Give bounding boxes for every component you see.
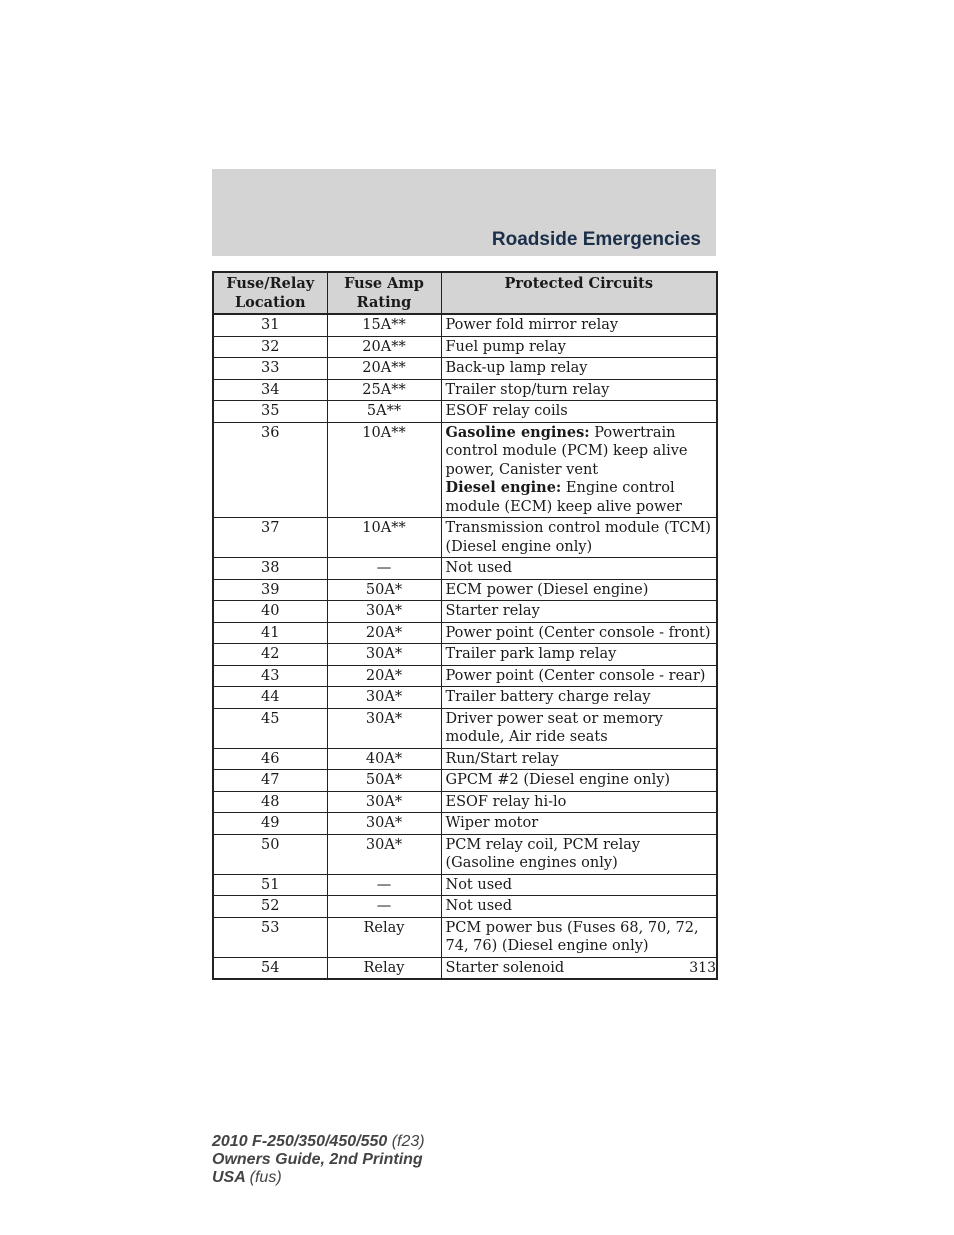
fuse-location-cell: 53 — [213, 917, 327, 957]
fuse-rating-cell: Relay — [327, 917, 441, 957]
column-header-rating: Fuse Amp Rating — [327, 272, 441, 314]
fuse-rating-cell: 20A** — [327, 358, 441, 380]
fuse-rating-cell: — — [327, 558, 441, 580]
section-header — [212, 169, 716, 256]
circuit-entry — [446, 814, 713, 833]
circuit-text: Fuel pump relay — [445, 338, 566, 355]
circuit-entry — [446, 897, 713, 916]
table-row — [213, 579, 717, 601]
circuit-text: Starter solenoid — [445, 959, 565, 976]
circuit-text: Power point (Center console - rear) — [445, 667, 706, 684]
fuse-rating-cell: 5A** — [327, 401, 441, 423]
fuse-rating-cell: 20A** — [327, 336, 441, 358]
table-row — [213, 401, 717, 423]
fuse-rating-cell: 20A* — [327, 622, 441, 644]
protected-circuits-cell — [441, 665, 717, 687]
footer-model: 2010 F-250/350/450/550 — [212, 1133, 388, 1150]
table-row — [213, 896, 717, 918]
circuit-entry — [446, 959, 713, 978]
protected-circuits-cell — [441, 558, 717, 580]
circuit-text: PCM power bus (Fuses 68, 70, 72, 74, 76) (Diesel engine only) — [445, 919, 699, 954]
table-row — [213, 874, 717, 896]
circuit-text: Not used — [445, 560, 512, 576]
fuse-location-cell: 34 — [213, 379, 327, 401]
table-row — [213, 708, 717, 748]
fuse-rating-cell: 30A* — [327, 644, 441, 666]
fuse-rating-cell: 30A* — [327, 813, 441, 835]
table-body — [213, 314, 717, 979]
footer-region: USA — [212, 1169, 246, 1186]
circuit-text: Powertrain control module (PCM) keep alive power, Canister vent — [445, 424, 688, 478]
fuse-location-cell: 41 — [213, 622, 327, 644]
fuse-location-cell: 36 — [213, 422, 327, 518]
fuse-rating-cell: 15A** — [327, 314, 441, 336]
fuse-rating-cell: 50A* — [327, 579, 441, 601]
circuit-text: Trailer park lamp relay — [445, 646, 617, 662]
circuit-entry — [446, 645, 713, 664]
protected-circuits-cell — [441, 687, 717, 709]
protected-circuits-cell — [441, 579, 717, 601]
circuit-text: ECM power (Diesel engine) — [445, 581, 649, 598]
fuse-location-cell: 47 — [213, 770, 327, 792]
table-row — [213, 314, 717, 336]
circuit-entry — [446, 771, 713, 790]
column-header-circuits: Protected Circuits — [441, 272, 717, 314]
fuse-location-cell: 42 — [213, 644, 327, 666]
circuit-entry — [446, 688, 713, 707]
fuse-location-cell: 50 — [213, 834, 327, 874]
fuse-location-cell: 31 — [213, 314, 327, 336]
fuse-rating-cell: 30A* — [327, 708, 441, 748]
protected-circuits-cell — [441, 601, 717, 623]
protected-circuits-cell — [441, 957, 717, 979]
circuit-text: Back-up lamp relay — [445, 360, 588, 376]
circuit-text: Starter relay — [445, 603, 540, 619]
table-row — [213, 358, 717, 380]
protected-circuits-cell — [441, 874, 717, 896]
circuit-text: Wiper motor — [445, 815, 539, 831]
circuit-entry — [446, 602, 713, 621]
table-row — [213, 834, 717, 874]
fuse-rating-cell: 25A** — [327, 379, 441, 401]
circuit-text: PCM relay coil, PCM relay (Gasoline engines only) — [445, 836, 641, 871]
circuit-entry — [446, 359, 713, 378]
circuit-entry — [446, 793, 713, 812]
circuit-text: Trailer battery charge relay — [445, 689, 651, 705]
protected-circuits-cell — [441, 379, 717, 401]
protected-circuits-cell — [441, 917, 717, 957]
circuit-label: Gasoline engines: — [445, 423, 590, 441]
fuse-location-cell: 49 — [213, 813, 327, 835]
circuit-entry — [446, 424, 713, 480]
protected-circuits-cell — [441, 708, 717, 748]
fuse-location-cell: 37 — [213, 518, 327, 558]
fuse-rating-cell: 30A* — [327, 687, 441, 709]
circuit-entry — [446, 836, 713, 873]
fuse-rating-cell: 10A** — [327, 422, 441, 518]
footer-line-2: Owners Guide, 2nd Printing — [212, 1151, 423, 1168]
fuse-location-cell: 35 — [213, 401, 327, 423]
circuit-text: ESOF relay coils — [445, 403, 568, 419]
fuse-location-cell: 40 — [213, 601, 327, 623]
protected-circuits-cell — [441, 358, 717, 380]
table-row — [213, 813, 717, 835]
table-row — [213, 601, 717, 623]
footer-model-code: (f23) — [391, 1133, 425, 1150]
circuit-label: Diesel engine: — [445, 479, 562, 496]
fuse-rating-cell: 10A** — [327, 518, 441, 558]
table-row — [213, 687, 717, 709]
table-row — [213, 379, 717, 401]
circuit-entry — [446, 919, 713, 956]
footer-region-code: (fus) — [249, 1169, 282, 1186]
fuse-location-cell: 43 — [213, 665, 327, 687]
fuse-location-cell: 45 — [213, 708, 327, 748]
table-row — [213, 622, 717, 644]
circuit-text: Power point (Center console - front) — [445, 624, 711, 641]
protected-circuits-cell — [441, 314, 717, 336]
fuse-location-cell: 33 — [213, 358, 327, 380]
fuse-location-cell: 44 — [213, 687, 327, 709]
fuse-rating-cell: 20A* — [327, 665, 441, 687]
table-row — [213, 957, 717, 979]
table-row — [213, 917, 717, 957]
protected-circuits-cell — [441, 401, 717, 423]
circuit-text: Trailer stop/turn relay — [445, 381, 610, 398]
circuit-entry — [446, 710, 713, 747]
table-row — [213, 665, 717, 687]
circuit-text: Engine control module (ECM) keep alive power — [445, 480, 682, 515]
fuse-rating-cell: — — [327, 896, 441, 918]
protected-circuits-cell — [441, 336, 717, 358]
circuit-entry — [446, 402, 713, 421]
protected-circuits-cell — [441, 770, 717, 792]
circuit-entry — [446, 750, 713, 769]
section-title: Roadside Emergencies — [491, 229, 701, 250]
protected-circuits-cell — [441, 813, 717, 835]
protected-circuits-cell — [441, 622, 717, 644]
table-row — [213, 422, 717, 518]
table-row — [213, 518, 717, 558]
protected-circuits-cell — [441, 791, 717, 813]
fuse-location-cell: 39 — [213, 579, 327, 601]
circuit-entry — [446, 559, 713, 578]
table-header-row — [213, 272, 717, 314]
circuit-entry — [446, 338, 713, 357]
circuit-text: GPCM #2 (Diesel engine only) — [445, 772, 671, 788]
fuse-location-cell: 48 — [213, 791, 327, 813]
protected-circuits-cell — [441, 422, 717, 518]
fuse-location-cell: 52 — [213, 896, 327, 918]
fuse-table — [212, 271, 718, 980]
protected-circuits-cell — [441, 748, 717, 770]
fuse-rating-cell: 50A* — [327, 770, 441, 792]
table-row — [213, 558, 717, 580]
protected-circuits-cell — [441, 518, 717, 558]
fuse-rating-cell: Relay — [327, 957, 441, 979]
fuse-location-cell: 46 — [213, 748, 327, 770]
fuse-rating-cell: 30A* — [327, 791, 441, 813]
table-row — [213, 748, 717, 770]
fuse-location-cell: 32 — [213, 336, 327, 358]
circuit-text: Transmission control module (TCM) (Diesel engine only) — [445, 520, 711, 555]
circuit-text: ESOF relay hi-lo — [445, 793, 567, 810]
fuse-rating-cell: 40A* — [327, 748, 441, 770]
fuse-rating-cell: — — [327, 874, 441, 896]
circuit-text: Driver power seat or memory module, Air ride seats — [445, 710, 663, 745]
protected-circuits-cell — [441, 644, 717, 666]
circuit-entry — [446, 519, 713, 556]
page-number: 313 — [689, 960, 716, 976]
protected-circuits-cell — [441, 834, 717, 874]
circuit-text: Not used — [445, 876, 512, 893]
table-row — [213, 336, 717, 358]
circuit-entry — [446, 479, 713, 516]
table-row — [213, 770, 717, 792]
circuit-text: Run/Start relay — [445, 750, 559, 767]
table-row — [213, 644, 717, 666]
fuse-rating-cell: 30A* — [327, 834, 441, 874]
footer-line-1 — [212, 1133, 425, 1151]
circuit-entry — [446, 381, 713, 400]
circuit-entry — [446, 624, 713, 643]
fuse-location-cell: 38 — [213, 558, 327, 580]
circuit-entry — [446, 316, 713, 335]
table-row — [213, 791, 717, 813]
fuse-location-cell: 54 — [213, 957, 327, 979]
footer-line-3 — [212, 1169, 425, 1187]
circuit-text: Power fold mirror relay — [445, 317, 619, 333]
document-footer — [212, 1133, 425, 1187]
circuit-entry — [446, 876, 713, 895]
circuit-entry — [446, 581, 713, 600]
fuse-location-cell: 51 — [213, 874, 327, 896]
column-header-location: Fuse/Relay Location — [213, 272, 327, 314]
fuse-rating-cell: 30A* — [327, 601, 441, 623]
protected-circuits-cell — [441, 896, 717, 918]
circuit-entry — [446, 667, 713, 686]
circuit-text: Not used — [445, 898, 512, 914]
